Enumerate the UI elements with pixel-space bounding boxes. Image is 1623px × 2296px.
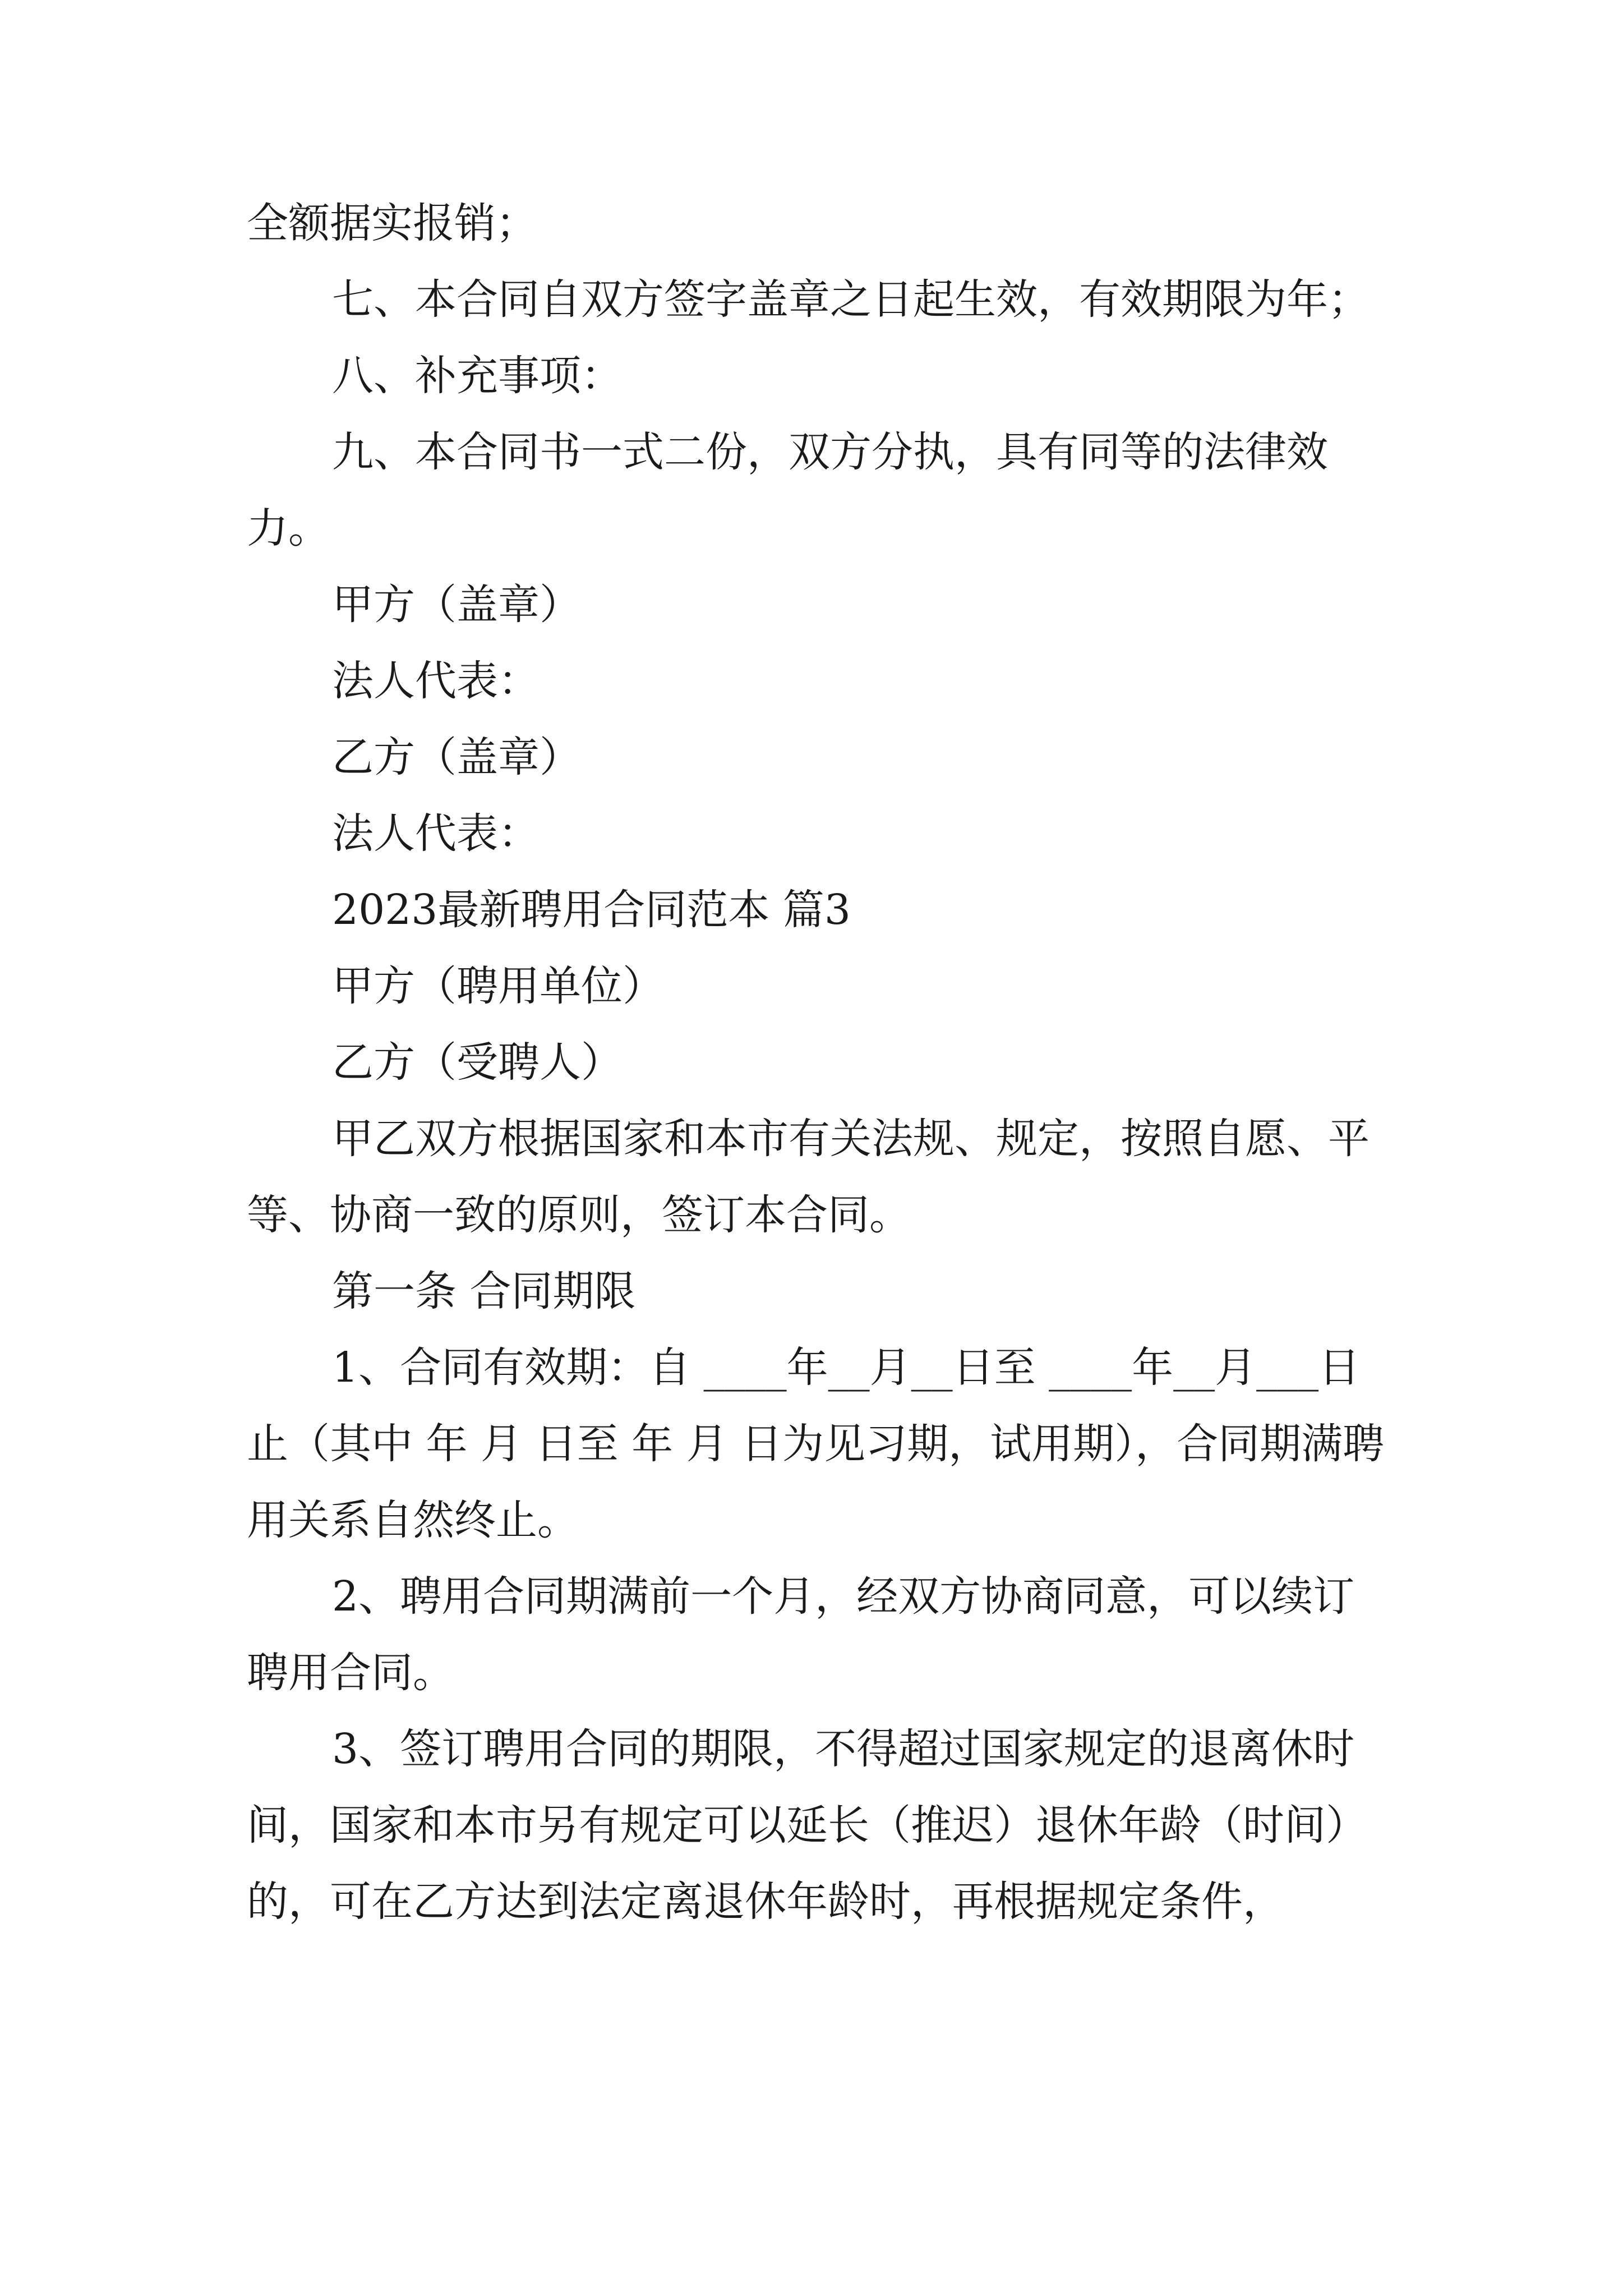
paragraph-preamble: 甲乙双方根据国家和本市有关法规、规定，按照自愿、平等、协商一致的原则，签订本合同。 xyxy=(247,1115,1370,1239)
paragraph-clause-9: 九、本合同书一式二份，双方分执，具有同等的法律效力。 xyxy=(247,428,1328,553)
party-a-employer: 甲方（聘用单位） xyxy=(332,962,664,1010)
article-1-heading: 第一条 合同期限 xyxy=(332,1267,636,1315)
party-a-seal: 甲方（盖章） xyxy=(332,581,581,629)
paragraph-clause-8: 八、补充事项： xyxy=(332,352,623,400)
article-1-item-1: 1、合同有效期：自 ____年__月__日至 ____年__月___日止（其中 年 月 日至 年 月 日为见习期，试用期），合同期满聘用关系自然终止。 xyxy=(247,1343,1385,1544)
paragraph-reimbursement: 全额据实报销； xyxy=(247,199,537,247)
paragraph-clause-7: 七、本合同自双方签字盖章之日起生效，有效期限为年； xyxy=(332,275,1370,324)
party-b-seal: 乙方（盖章） xyxy=(332,733,581,781)
article-1-item-3: 3、签订聘用合同的期限，不得超过国家规定的退离休时间，国家和本市另有规定可以延长（推迟）退休年龄（时间）的，可在乙方达到法定离退休年龄时，再根据规定条件， xyxy=(247,1725,1367,1926)
party-a-representative: 法人代表： xyxy=(332,657,540,705)
contract-body xyxy=(247,185,1391,1940)
party-b-representative: 法人代表： xyxy=(332,809,540,858)
section-title: 2023最新聘用合同范本 篇3 xyxy=(332,886,851,934)
article-1-item-2: 2、聘用合同期满前一个月，经双方协商同意，可以续订聘用合同。 xyxy=(247,1572,1355,1697)
party-b-employee: 乙方（受聘人） xyxy=(332,1038,623,1087)
